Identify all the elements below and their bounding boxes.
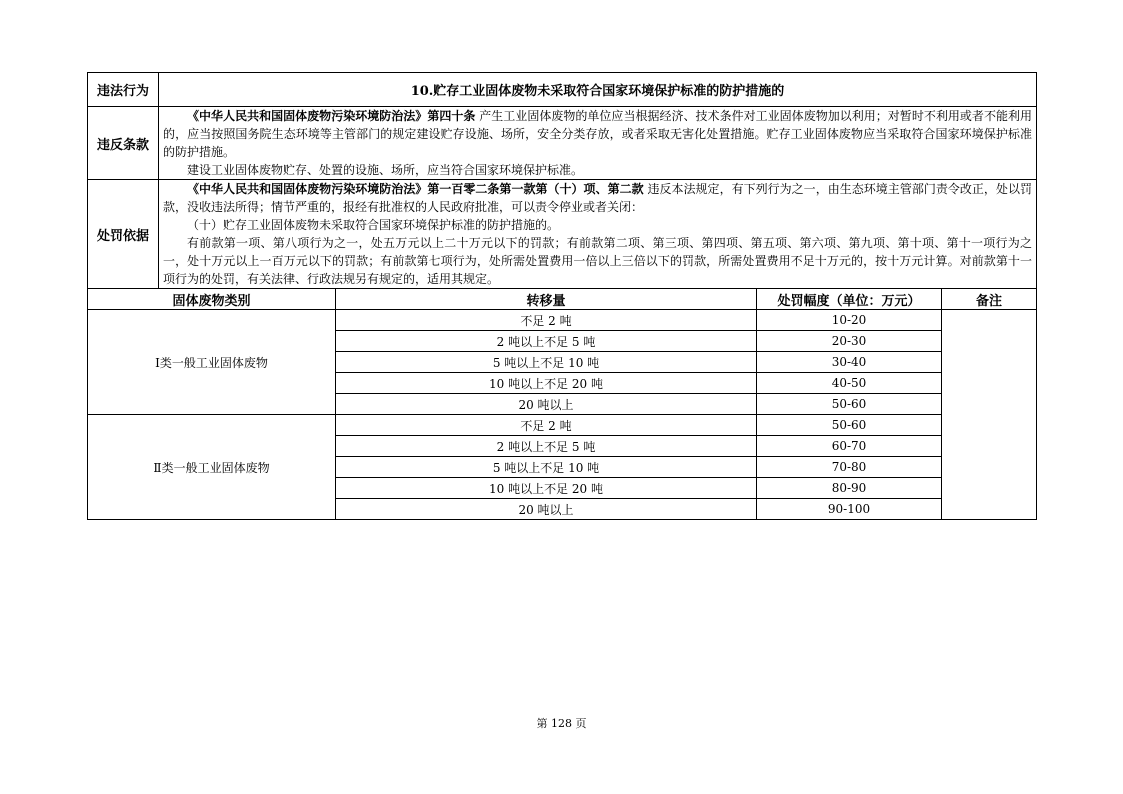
penalty-table [87, 72, 1037, 520]
penalty-cell: 50-60 [757, 415, 942, 436]
penalty-basis-label: 处罚依据 [88, 180, 159, 289]
penalty-cell: 50-60 [757, 394, 942, 415]
amount-cell: 10 吨以上不足 20 吨 [336, 373, 757, 394]
column-header-penalty: 处罚幅度（单位：万元） [757, 289, 942, 310]
violation-label: 违法行为 [88, 73, 159, 107]
column-header-amount: 转移量 [336, 289, 757, 310]
violation-row [88, 73, 1037, 107]
amount-cell: 10 吨以上不足 20 吨 [336, 478, 757, 499]
penalty-basis-law-ref: 《中华人民共和国固体废物污染环境防治法》第一百零二条第一款第（十）项、第二款 [187, 182, 644, 196]
penalty-cell: 80-90 [757, 478, 942, 499]
amount-cell: 2 吨以上不足 5 吨 [336, 331, 757, 352]
column-header-category: 固体废物类别 [88, 289, 336, 310]
category-cell: Ⅰ类一般工业固体废物 [88, 310, 336, 415]
penalty-basis-para2: 有前款第一项、第八项行为之一，处五万元以上二十万元以下的罚款；有前款第二项、第三项、第四项、第五项、第六项、第九项、第十项、第十一项行为之一，处十万元以上一百万元以下的罚款；有前款第七项行为，处所需处置费用一倍以上三倍以下的罚款，所需处置费用不足十万元的，按十万元计算。对前款第十一项行为的处罚，有关法律、行政法规另有规定的，适用其规定。 [163, 236, 1032, 286]
violated-article-row [88, 107, 1037, 180]
amount-cell: 不足 2 吨 [336, 415, 757, 436]
penalty-basis-row [88, 180, 1037, 289]
penalty-cell: 60-70 [757, 436, 942, 457]
amount-cell: 不足 2 吨 [336, 310, 757, 331]
penalty-basis-text [159, 180, 1037, 289]
violated-article-body: 产生工业固体废物的单位应当根据经济、技术条件对工业固体废物加以利用；对暂时不利用或者不能利用的，应当按照国务院生态环境等主管部门的规定建设贮存设施、场所，安全分类存放，或者采取无害化处置措施。贮存工业固体废物应当采取符合国家环境保护标准的防护措施。 [163, 109, 1032, 159]
penalty-cell: 40-50 [757, 373, 942, 394]
penalty-cell: 30-40 [757, 352, 942, 373]
penalty-cell: 10-20 [757, 310, 942, 331]
violated-article-label: 违反条款 [88, 107, 159, 180]
column-header-row [88, 289, 1037, 310]
violated-article-law-ref: 《中华人民共和国固体废物污染环境防治法》第四十条 [187, 109, 476, 123]
violated-article-para2: 建设工业固体废物贮存、处置的设施、场所，应当符合国家环境保护标准。 [187, 163, 584, 177]
violation-title: 10.贮存工业固体废物未采取符合国家环境保护标准的防护措施的 [159, 73, 1037, 107]
penalty-cell: 90-100 [757, 499, 942, 520]
table-row [88, 310, 1037, 331]
amount-cell: 5 吨以上不足 10 吨 [336, 352, 757, 373]
penalty-basis-item: （十）贮存工业固体废物未采取符合国家环境保护标准的防护措施的。 [187, 218, 560, 232]
penalty-basis-body: 违反本法规定，有下列行为之一，由生态环境主管部门责令改正，处以罚款，没收违法所得；情节严重的，报经有批准权的人民政府批准，可以责令停业或者关闭： [163, 182, 1032, 214]
remark-cell [942, 310, 1037, 520]
page-number: 第 128 页 [536, 717, 587, 730]
amount-cell: 20 吨以上 [336, 499, 757, 520]
category-cell: Ⅱ类一般工业固体废物 [88, 415, 336, 520]
column-header-remark: 备注 [942, 289, 1037, 310]
amount-cell: 20 吨以上 [336, 394, 757, 415]
table-row [88, 415, 1037, 436]
amount-cell: 5 吨以上不足 10 吨 [336, 457, 757, 478]
violated-article-text [159, 107, 1037, 180]
penalty-cell: 70-80 [757, 457, 942, 478]
amount-cell: 2 吨以上不足 5 吨 [336, 436, 757, 457]
penalty-cell: 20-30 [757, 331, 942, 352]
